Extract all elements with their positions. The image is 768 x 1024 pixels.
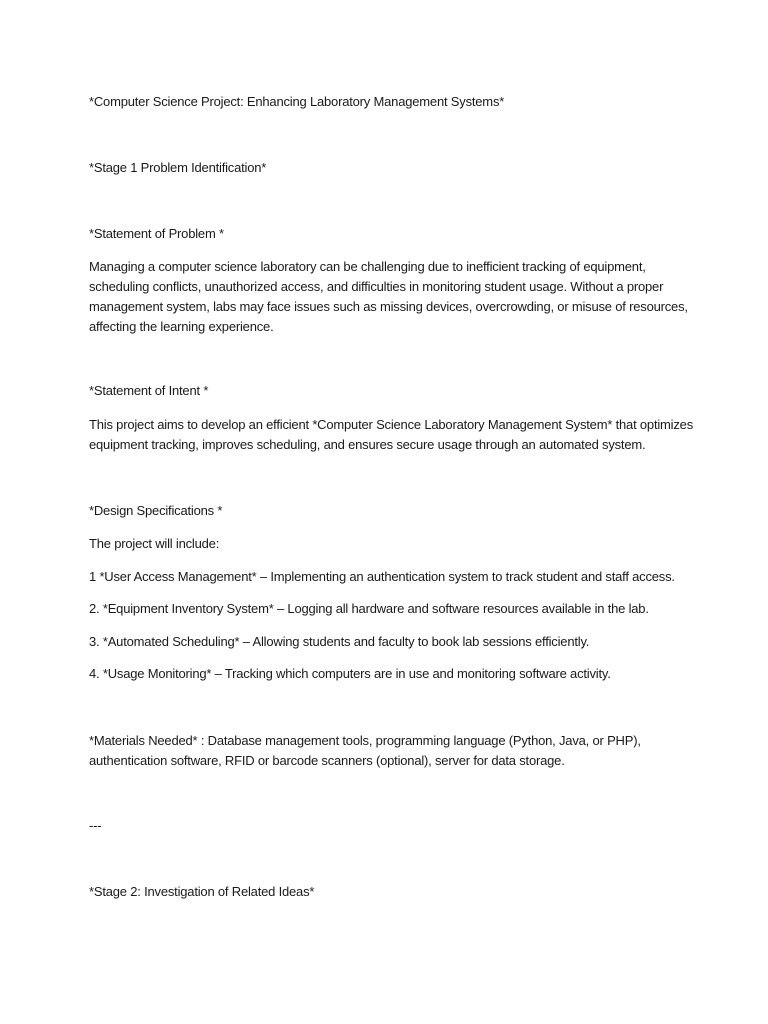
design-heading: *Design Specifications * <box>89 503 223 518</box>
intent-line: equipment tracking, improves scheduling, and ensures secure usage through an automated system. <box>89 437 646 452</box>
problem-line: Managing a computer science laboratory can be challenging due to inefficient tracking of equipment, <box>89 259 646 274</box>
problem-line: affecting the learning experience. <box>89 319 274 334</box>
intent-heading: *Statement of Intent * <box>89 383 209 398</box>
problem-line: management system, labs may face issues such as missing devices, overcrowding, or misuse of resources, <box>89 299 688 314</box>
design-intro: The project will include: <box>89 536 220 551</box>
design-item: 1 *User Access Management* – Implementing an authentication system to track student and staff access. <box>89 569 675 584</box>
stage1-heading: *Stage 1 Problem Identification* <box>89 160 267 175</box>
problem-paragraph <box>89 257 689 337</box>
materials-line: *Materials Needed* : Database management tools, programming language (Python, Java, or PHP), <box>89 733 641 748</box>
materials-line: authentication software, RFID or barcode scanners (optional), server for data storage. <box>89 753 565 768</box>
design-item: 2. *Equipment Inventory System* – Logging all hardware and software resources available in the lab. <box>89 601 649 616</box>
design-item: 4. *Usage Monitoring* – Tracking which computers are in use and monitoring software activity. <box>89 666 611 681</box>
problem-line: scheduling conflicts, unauthorized access, and difficulties in monitoring student usage. Without a proper <box>89 279 664 294</box>
problem-heading: *Statement of Problem * <box>89 226 224 241</box>
section-separator: --- <box>89 818 102 833</box>
document-title: *Computer Science Project: Enhancing Laboratory Management Systems* <box>89 94 505 109</box>
intent-paragraph <box>89 415 693 455</box>
materials-paragraph <box>89 731 689 771</box>
stage2-heading: *Stage 2: Investigation of Related Ideas* <box>89 884 315 899</box>
intent-line: This project aims to develop an efficient *Computer Science Laboratory Management System* that optimizes <box>89 417 693 432</box>
design-item: 3. *Automated Scheduling* – Allowing students and faculty to book lab sessions efficiently. <box>89 634 590 649</box>
